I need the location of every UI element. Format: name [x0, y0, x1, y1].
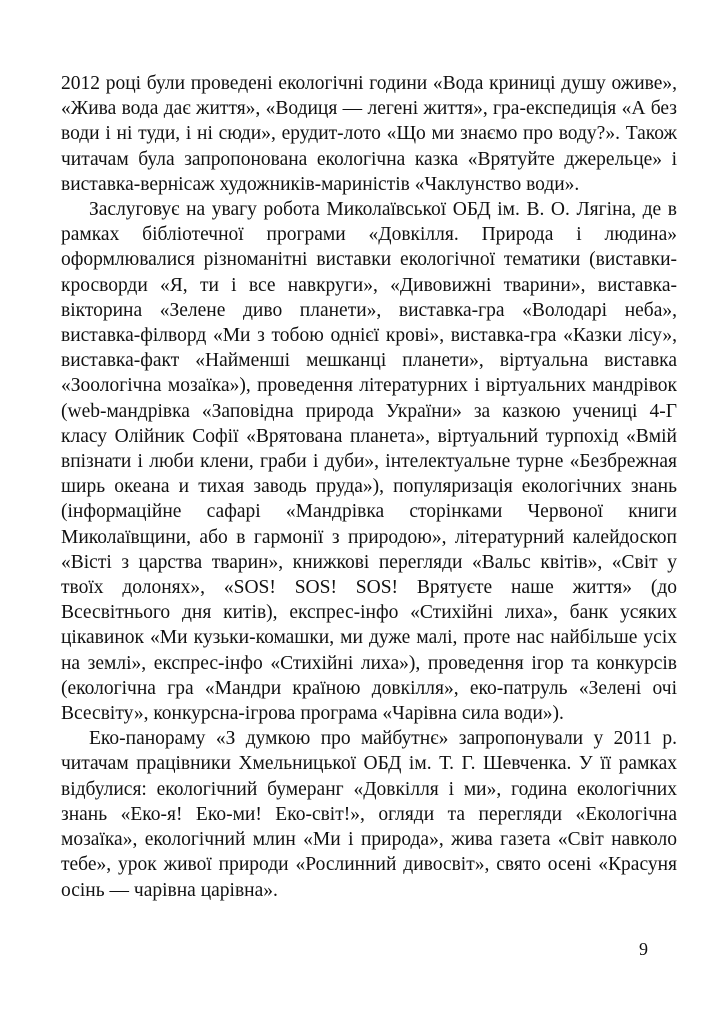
- page-number: 9: [639, 939, 648, 959]
- paragraph-water-events: 2012 році були проведені екологічні години «Вода криниці душу оживе», «Жива вода дає життя», «Водиця — легені життя», гра-експедиція «А без води і ні туди, і ні сюди», ерудит-лото «Що ми знаємо про воду?». Також читачам була запропонована екологічна казка «Врятуйте джерельце» і виставка-вернісаж художників-мариністів «Чаклунство води».: [61, 73, 677, 195]
- page-body: [61, 71, 677, 903]
- paragraph-mykolaiv-library: Заслуговує на увагу робота Миколаївської ОБД ім. В. О. Лягіна, де в рамках бібліотечної програми «Довкілля. Природа і людина» оформлювалися різноманітні виставки екологічної тематики (виставки-кросворди «Я, ти і все навкруги», «Дивовижні тварини», виставка-вікторина «Зелене диво планети», виставка-гра «Володарі неба», виставка-філворд «Ми з тобою однієї крові», виставка-гра «Казки лісу», виставка-факт «Найменші мешканці планети», віртуальна виставка «Зоологічна мозаїка»), проведення літературних і віртуальних мандрівок (web-мандрівка «Заповідна природа України» за казкою учениці 4-Г класу Олійник Софії «Врятована планета», віртуальний турпохід «Вмій впізнати і люби клени, граби і дуби», інтелектуальне турне «Безбрежная ширь океана и тихая заводь пруда»), популяризація екологічних знань (інформаційне сафарі «Мандрівка сторінками Червоної книги Миколаївщини, або в гармонії з природою», літературний калейдоскоп «Вісті з царства тварин», книжкові перегляди «Вальс квітів», «Світ у твоїх долонях», «SOS! SOS! SOS! Врятуєте наше життя» (до Всесвітнього дня китів), експрес-інфо «Стихійні лиха», банк усяких цікавинок «Ми кузьки-комашки, ми дуже малі, проте нас найбільше усіх на землі», експрес-інфо «Стихійні лиха»), проведення ігор та конкурсів (екологічна гра «Мандри країною довкілля», еко-патруль «Зелені очі Всесвіту», конкурсна-ігрова програма «Чарівна сила води»).: [61, 199, 677, 725]
- paragraph-khmelnytskyi-library: Еко-панораму «З думкою про майбутнє» запропонували у 2011 р. читачам працівники Хмельницької ОБД ім. Т. Г. Шевченка. У її рамках відбулися: екологічний бумеранг «Довкілля і ми», година екологічних знань «Еко-я! Еко-ми! Еко-світ!», огляди та перегляди «Екологічна мозаїка», екологічний млин «Ми і природа», жива газета «Світ навколо тебе», урок живої природи «Рослинний дивосвіт», свято осені «Красуня осінь — чарівна царівна».: [61, 728, 677, 901]
